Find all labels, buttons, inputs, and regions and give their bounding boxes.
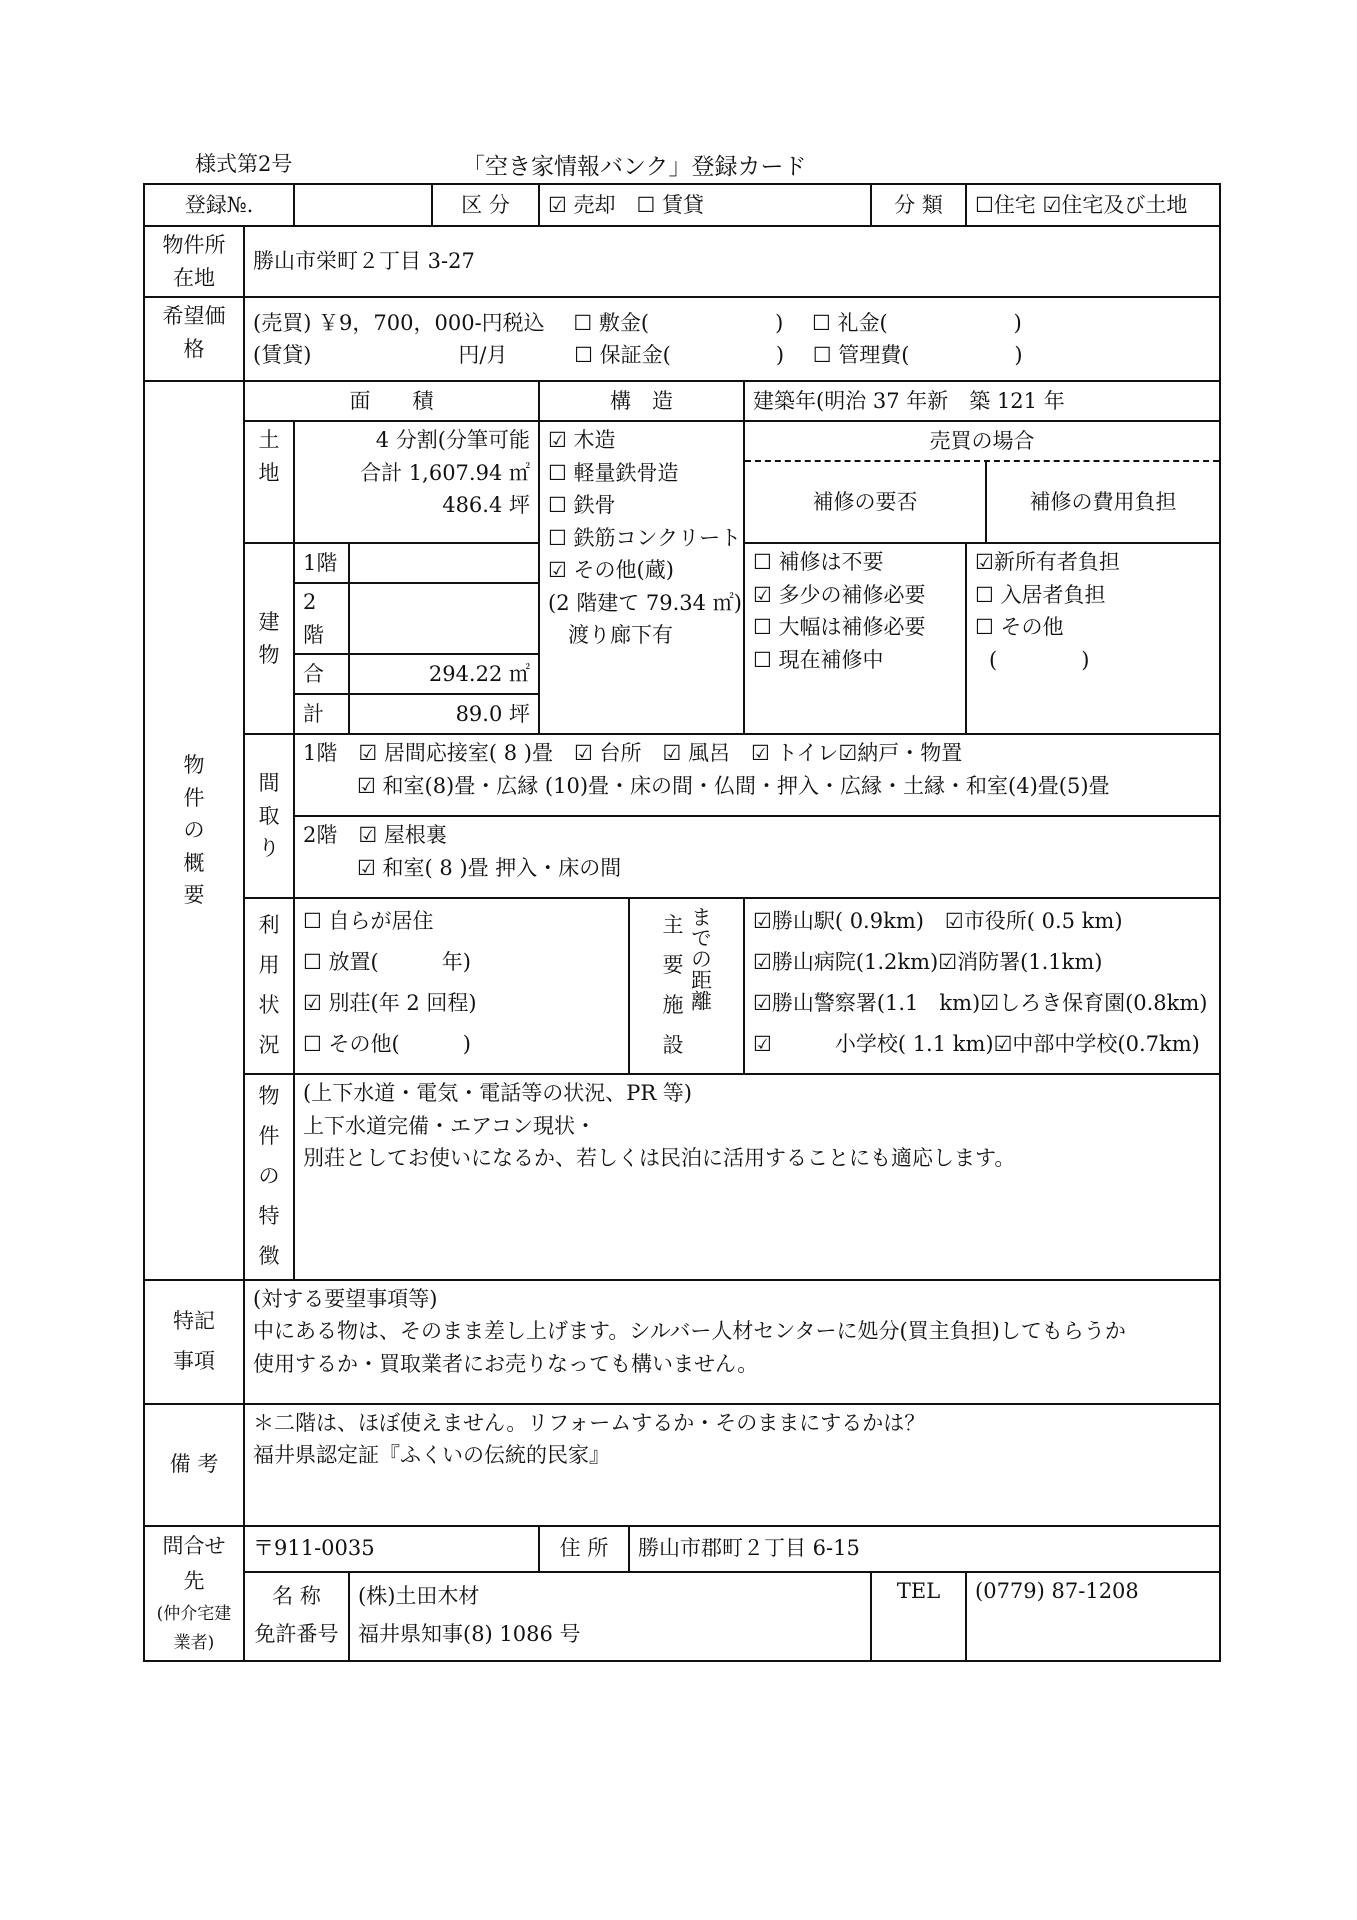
notes-text: (対する要望事項等) 中にある物は、そのまま差し上げます。シルバー人材センターに処分(買主負担)してもらうか 使用するか・買取業者にお売りなっても構いません。	[244, 1280, 1220, 1404]
form-number: 様式第2号	[195, 152, 293, 176]
overview-label: 物 件 の 概 要	[144, 381, 244, 1280]
structure-mokuzo: ☑ 木造	[548, 428, 616, 453]
location-value: 勝山市栄町２丁目 3-27	[244, 226, 1220, 297]
contact-tel: (0779) 87-1208	[966, 1572, 1220, 1661]
repair-need-list: ☐ 補修は不要 ☑ 多少の補修必要 ☐ 大幅は補修必要 ☐ 現在補修中	[744, 543, 966, 734]
remarks-label: 備 考	[144, 1404, 244, 1526]
floor2-value	[349, 583, 539, 654]
structure-rc: ☐ 鉄筋コンクリート	[548, 525, 742, 550]
contact-label: 問合せ先 (仲介宅建業者)	[144, 1526, 244, 1661]
madori-floor1: 1階 ☑ 居間応接室( 8 )畳 ☑ 台所 ☑ 風呂 ☑ トイレ☑納戸・物置 ☑ 和室(8)畳・広縁 (10)畳・床の間・仏間・押入・広縁・土縁・和室(4)畳(5)畳	[294, 734, 1220, 816]
area-header: 面 積	[244, 381, 539, 421]
notes-label: 特記 事項	[144, 1280, 244, 1404]
sale-case-label: 売買の場合	[745, 422, 1219, 462]
distance-label: までの距離	[688, 906, 713, 1012]
registration-card	[143, 183, 1221, 1662]
contact-address: 勝山市郡町２丁目 6-15	[629, 1526, 1220, 1572]
contact-name-labels: 名 称 免許番号	[244, 1572, 349, 1661]
remarks-text: ＊二階は、ほぼ使えません。リフォームするか・そのままにするかは？ 福井県認定証『ふくいの伝統的民家』	[244, 1404, 1220, 1526]
contact-license: 福井県知事(8) 1086 号	[358, 1622, 581, 1647]
structure-header: 構 造	[539, 381, 744, 421]
price-kanrihi: ☐ 管理費( )	[812, 343, 1023, 368]
price-rent: (賃貸) 円/月	[253, 343, 508, 368]
contact-postal: 〒911-0035	[244, 1526, 539, 1572]
madori-floor2: 2階 ☑ 屋根裏 ☑ 和室( 8 )畳 押入・床の間	[294, 816, 1220, 898]
features-label: 物件の 特徴	[244, 1074, 294, 1279]
structure-list	[539, 421, 744, 734]
structure-other: ☑ その他(蔵)	[548, 558, 674, 583]
land-label: 土 地	[244, 421, 294, 543]
structure-note2: 渡り廊下有	[568, 623, 673, 648]
price-reikin: ☐ 礼金( )	[811, 310, 1022, 335]
registration-no-value	[294, 184, 432, 226]
total-label-2: 計	[294, 694, 349, 734]
floor1-label: 1階	[294, 543, 349, 583]
sale-case-block	[744, 421, 1220, 543]
built-year: 建築年(明治 37 年新 築 121 年	[744, 381, 1220, 421]
price-hoshokin: ☐ 保証金( )	[574, 343, 785, 368]
contact-address-label: 住 所	[539, 1526, 629, 1572]
kubun-label: 区 分	[432, 184, 539, 226]
contact-name: (株)土田木材	[358, 1584, 480, 1609]
repair-cost-label: 補修の費用負担	[1029, 490, 1177, 515]
facilities-list: ☑勝山駅( 0.9km) ☑市役所( 0.5 km) ☑勝山病院(1.2km)☑消防署(1.1km) ☑勝山警察署(1.1 km)☑しろき保育園(0.8km) ☑ 小学校( 1.1 km)☑中部中学校(0.7km)	[744, 898, 1220, 1074]
registration-no-label: 登録№.	[144, 184, 294, 226]
land-area: 4 分割(分筆可能 合計 1,607.94 ㎡ 486.4 坪	[294, 421, 539, 543]
total-area-tsubo: 89.0 坪	[349, 694, 539, 734]
features-text: (上下水道・電気・電話等の状況、PR 等) 上下水道完備・エアコン現状・ 別荘としてお使いになるか、若しくは民泊に活用することにも適応します。	[294, 1074, 1220, 1279]
madori-label: 間 取 り	[244, 734, 294, 898]
kubun-options: ☑ 売却 ☐ 賃貸	[539, 184, 871, 226]
building-label: 建 物	[244, 543, 294, 734]
total-area-m2: 294.22 ㎡	[349, 654, 539, 694]
facilities-label: 主 要 施 設 までの距離	[629, 898, 744, 1074]
contact-tel-label: TEL	[871, 1572, 966, 1661]
repair-need-label: 補修の要否	[745, 462, 987, 542]
contact-name-values	[349, 1572, 871, 1661]
floor2-label: 2 階	[294, 583, 349, 654]
page-title: 「空き家情報バンク」登録カード	[462, 154, 807, 180]
structure-keiryo: ☐ 軽量鉄骨造	[548, 460, 679, 485]
price-shikikin: ☐ 敷金( )	[573, 310, 784, 335]
structure-note1: (2 階建て 79.34 ㎡)	[548, 590, 742, 615]
floor1-value	[349, 543, 539, 583]
total-label-1: 合	[294, 654, 349, 694]
usage-list: ☐ 自らが居住 ☐ 放置( 年) ☑ 別荘(年 2 回程) ☐ その他( )	[294, 898, 629, 1074]
price-label: 希望価格	[144, 297, 244, 381]
price-sale: (売買) ￥9，700，000-円税込	[253, 310, 545, 335]
location-label: 物件所在地	[144, 226, 244, 297]
bunrui-label: 分 類	[871, 184, 966, 226]
price-block	[244, 297, 1220, 381]
usage-label: 利 用 状 況	[244, 898, 294, 1074]
bunrui-options: ☐住宅 ☑住宅及び土地	[966, 184, 1220, 226]
repair-cost-list: ☑新所有者負担 ☐ 入居者負担 ☐ その他 ( )	[966, 543, 1220, 734]
structure-tekkotsu: ☐ 鉄骨	[548, 493, 616, 518]
